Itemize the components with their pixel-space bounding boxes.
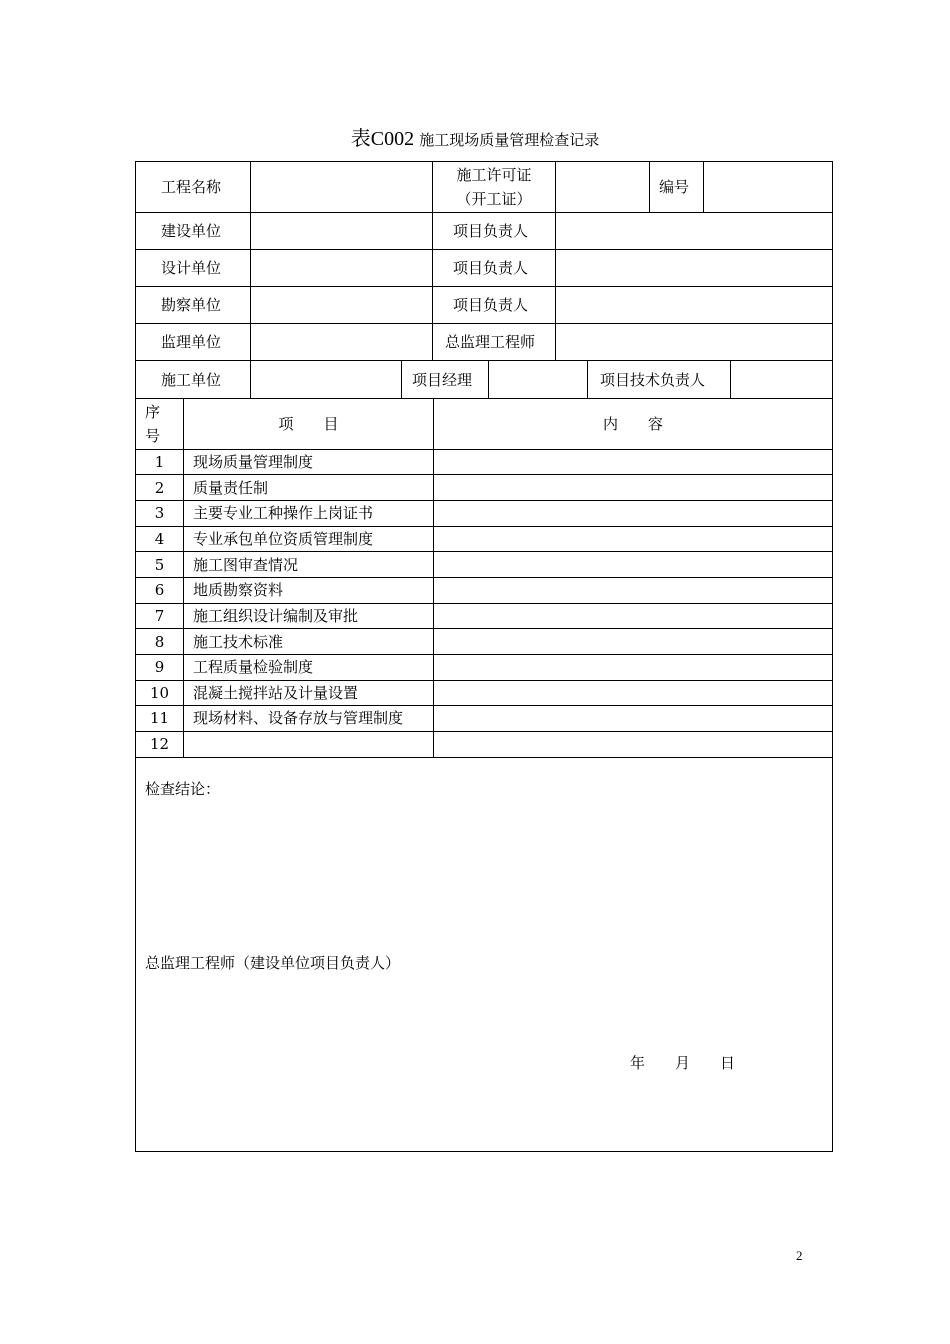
form-title-name: 施工现场质量管理检查记录 [419,131,600,149]
row-item: 工程质量检验制度 [193,658,314,676]
tech-lead-label: 项目技术负责人 [600,371,706,389]
grid-line [183,398,184,757]
grid-line [488,360,489,398]
row-number: 1 [154,453,165,471]
form-title-prefix: 表 [350,128,371,150]
signer-label: 总监理工程师（建设单位项目负责人） [145,954,401,972]
grid-line [135,680,833,681]
row-number: 4 [154,530,165,548]
grid-line [730,360,731,398]
row-number: 3 [154,504,165,522]
row-item: 施工技术标准 [193,633,284,651]
grid-line [250,360,251,398]
grid-line [587,360,588,398]
grid-line [135,398,833,399]
grid-line [649,161,650,212]
row-item: 施工图审查情况 [193,556,299,574]
designer-label: 设计单位 [161,259,222,277]
grid-line [135,705,833,706]
grid-line [135,360,833,361]
row-number: 5 [154,556,165,574]
row-number: 8 [154,633,165,651]
grid-line [135,449,833,450]
conclusion-label: 检查结论： [145,780,221,798]
item-header: 项 目 [278,415,339,433]
project-name-label: 工程名称 [161,178,222,196]
grid-line [135,212,833,213]
grid-line [135,628,833,629]
grid-line [135,500,833,501]
form-title [0,122,950,151]
row-number: 11 [149,709,170,727]
grid-line [135,731,833,732]
row-item: 混凝土搅拌站及计量设置 [193,684,359,702]
chief-supervisor-label: 总监理工程师 [445,333,536,351]
grid-line [433,398,434,757]
row-number: 6 [154,581,165,599]
row-item: 施工组织设计编制及审批 [193,607,359,625]
grid-line [703,161,704,212]
permit-label-line2: （开工证） [456,190,532,208]
designer-project-lead-label: 项目负责人 [453,259,529,277]
row-number: 7 [154,607,165,625]
row-item: 地质勘察资料 [193,581,284,599]
grid-line [135,654,833,655]
content-header: 内 容 [602,415,663,433]
seq-header-line1: 序 [145,403,161,421]
grid-line [135,323,833,324]
permit-label-line1: 施工许可证 [456,166,532,184]
grid-line [250,161,251,360]
contractor-label: 施工单位 [161,371,222,389]
grid-line [555,161,556,360]
table-border-right [832,161,833,1152]
table-border-top [135,161,833,162]
surveyor-project-lead-label: 项目负责人 [453,296,529,314]
page-number: 2 [796,1248,803,1263]
form-code: C002 [370,128,415,150]
surveyor-label: 勘察单位 [161,296,222,314]
grid-line [135,286,833,287]
builder-label: 建设单位 [161,222,222,240]
grid-line [401,360,402,398]
date-label: 年 月 日 [630,1054,736,1072]
row-item: 质量责任制 [193,479,269,497]
grid-line [135,757,833,758]
table-border-bottom [135,1151,833,1152]
seq-header-line2: 号 [145,427,161,445]
row-number: 2 [154,479,165,497]
row-number: 9 [154,658,165,676]
grid-line [135,603,833,604]
row-item: 现场质量管理制度 [193,453,314,471]
grid-line [135,551,833,552]
supervisor-label: 监理单位 [161,333,222,351]
row-item: 主要专业工种操作上岗证书 [193,504,374,522]
row-item: 专业承包单位资质管理制度 [193,530,374,548]
number-label: 编号 [659,178,690,196]
grid-line [135,474,833,475]
project-manager-label: 项目经理 [412,371,473,389]
grid-line [135,249,833,250]
builder-project-lead-label: 项目负责人 [453,222,529,240]
grid-line [135,577,833,578]
grid-line [135,526,833,527]
row-number: 10 [149,684,170,702]
row-item: 现场材料、设备存放与管理制度 [193,709,404,727]
row-number: 12 [149,735,170,753]
